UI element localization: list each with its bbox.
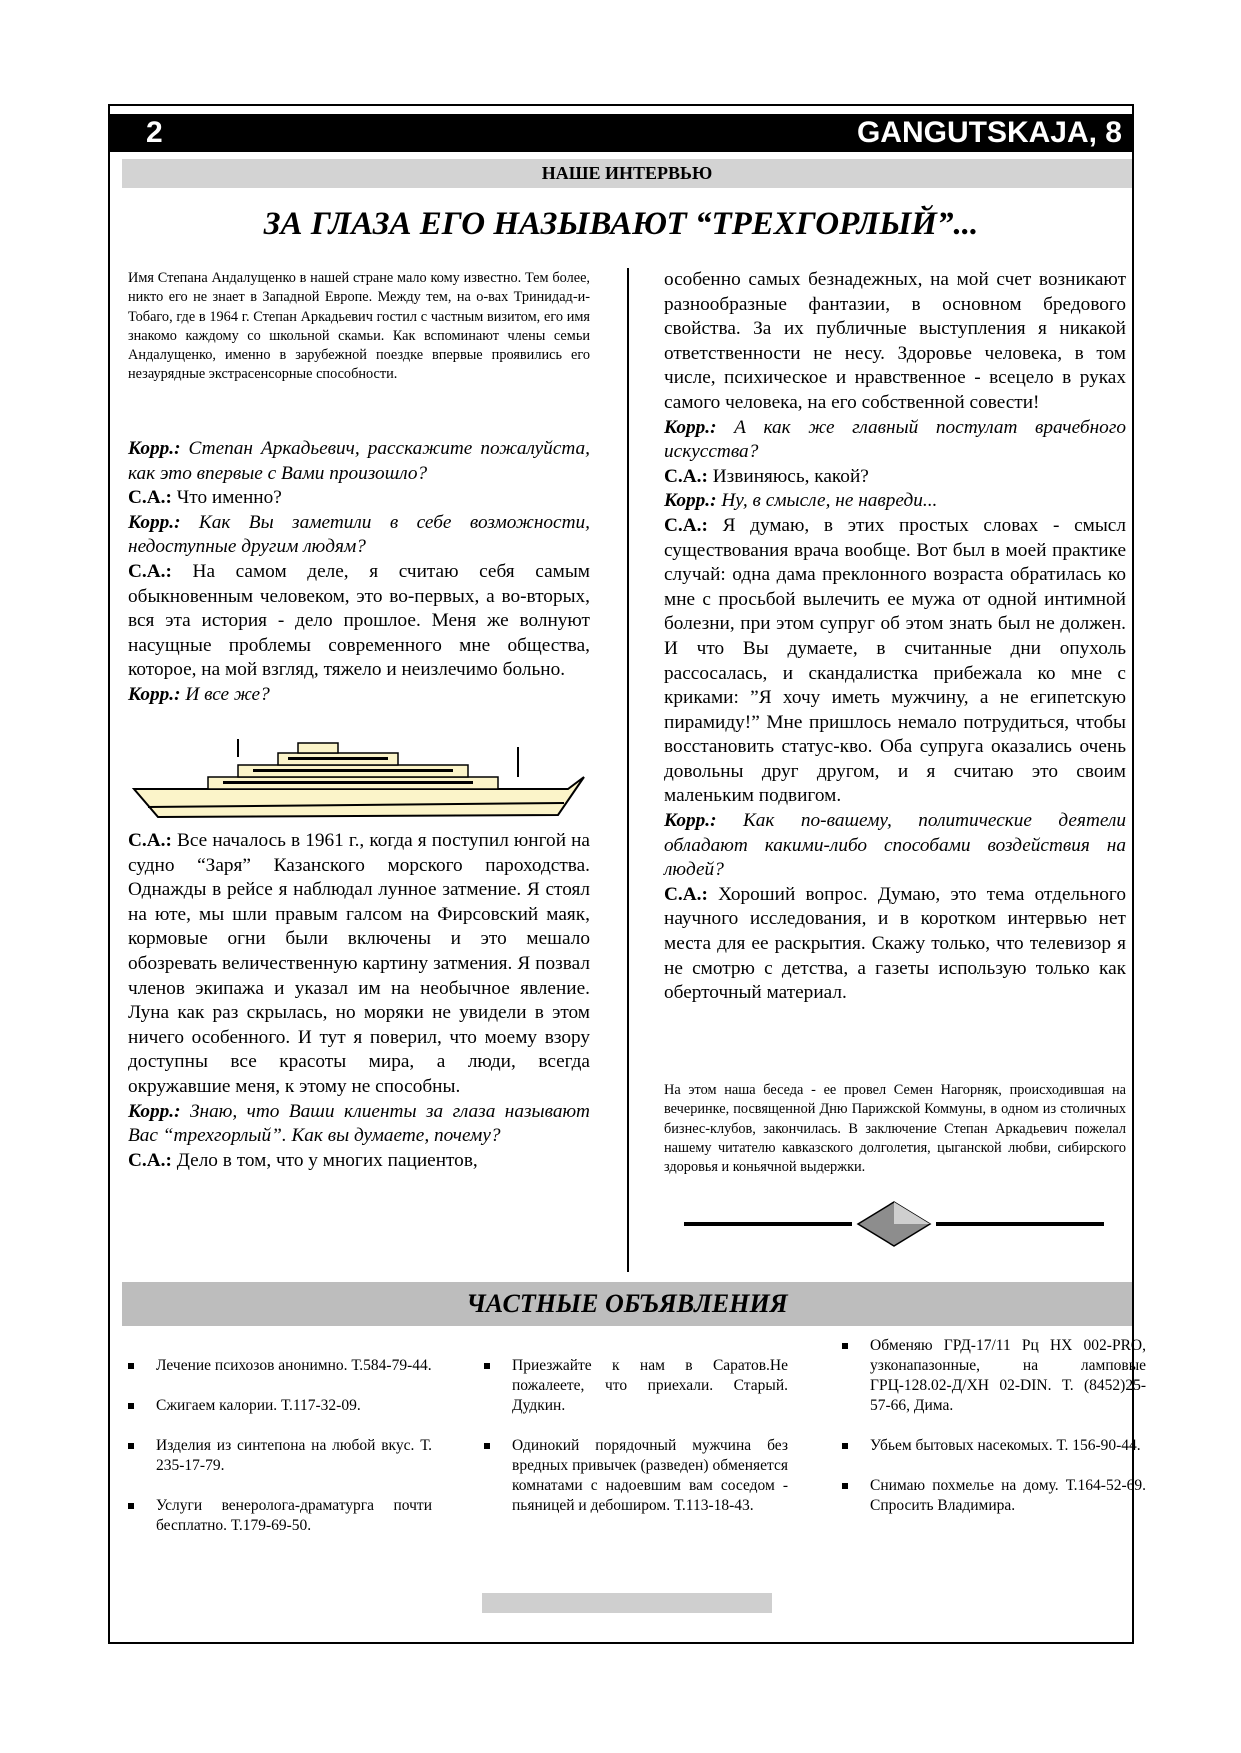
- ad-item: Приезжайте к нам в Саратов.Не пожалеете, что приехали. Старый. Дудкин.: [484, 1356, 788, 1416]
- interview-paragraph: [128, 1100, 590, 1149]
- interview-paragraph: [128, 486, 590, 511]
- speaker-text: Степан Аркадьевич, расскажите пожалуйста, как это впервые с Вами произошло?: [128, 438, 590, 484]
- interview-left-top: [128, 437, 590, 708]
- column-divider: [627, 268, 629, 1272]
- speaker-label: Корр.:: [128, 1100, 181, 1122]
- ads-heading: ЧАСТНЫЕ ОБЪЯВЛЕНИЯ: [122, 1282, 1132, 1326]
- masthead: [110, 114, 1132, 152]
- diamond-ornament: [684, 1198, 1104, 1250]
- ad-item: Сжигаем калории. Т.117-32-09.: [128, 1396, 432, 1416]
- speaker-text: На самом деле, я считаю себя самым обыкновенным человеком, это во-первых, а во-вторых, вся эта история - дело прошлое. Меня же волнуют насущные проблемы современного мне общества, которое, на мой взгляд, тяжело и неизлечимо больно.: [128, 560, 590, 681]
- interview-left-column-lower: [128, 829, 590, 1173]
- article-headline: ЗА ГЛАЗА ЕГО НАЗЫВАЮТ “ТРЕХГОРЛЫЙ”...: [263, 206, 979, 242]
- ship-illustration: [128, 737, 590, 825]
- speaker-label: С.А.:: [664, 465, 708, 487]
- speaker-text: Я думаю, в этих простых словах - смысл существования врача вообще. Вот был в моей практике случай: одна дама преклонного возраста обратилась ко мне с просьбой вылечить ее мужа от одной интимной болезни, при этом супруг об этом знать был не должен. И что Вы думаете, в считанные дни опухоль рассосалась, и скандалистка прибежала ко мне с криками: ”Я хочу иметь мужчину, а не египетскую пирамиду!” Мне пришлось немало потрудиться, чтобы восстановить статус-кво. Оба супруга оказались очень довольны друг другом, и я считаю это своим маленьким подвигом.: [664, 514, 1126, 807]
- interview-paragraph: [664, 489, 1126, 514]
- ad-item: Снимаю похмелье на дому. Т.164-52-69. Спросить Владимира.: [842, 1476, 1146, 1516]
- ad-item: Изделия из синтепона на любой вкус. Т. 235-17-79.: [128, 1436, 432, 1476]
- bottom-bar: [482, 1593, 772, 1613]
- ad-item: Убьем бытовых насекомых. Т. 156-90-44.: [842, 1436, 1146, 1456]
- speaker-label: Корр.:: [664, 490, 717, 512]
- ad-item: Услуги венеролога-драматурга почти бесплатно. Т.179-69-50.: [128, 1496, 432, 1536]
- article-footnote: [664, 1081, 1126, 1177]
- speaker-label: Корр.:: [128, 683, 181, 705]
- ads-column-2: [484, 1356, 788, 1536]
- speaker-label: С.А.:: [128, 487, 172, 509]
- speaker-text: Что именно?: [171, 487, 282, 509]
- speaker-label: С.А.:: [664, 514, 708, 536]
- interview-paragraph: [128, 829, 590, 1100]
- interview-paragraph: [128, 683, 590, 708]
- article-lede: [128, 269, 590, 385]
- interview-paragraph: [128, 1149, 590, 1174]
- speaker-label: Корр.:: [664, 416, 717, 438]
- speaker-label: С.А.:: [128, 560, 172, 582]
- page-number: 2: [146, 116, 163, 149]
- speaker-text: А как же главный постулат врачебного искусства?: [664, 416, 1126, 463]
- interview-paragraph: [664, 514, 1126, 809]
- speaker-label: Корр.:: [128, 511, 181, 533]
- interview-right-column: [664, 268, 1126, 1006]
- interview-paragraph: [664, 268, 1126, 416]
- speaker-text: Как Вы заметили в себе возможности, недоступные другим людям?: [128, 511, 590, 558]
- interview-paragraph: [128, 511, 590, 560]
- newspaper-title: GANGUTSKAJA, 8: [856, 116, 1122, 149]
- section-heading: НАШЕ ИНТЕРВЬЮ: [122, 159, 1132, 188]
- lede-text: Имя Степана Андалущенко в нашей стране мало кому известно. Тем более, никто его не знает в Западной Европе. Между тем, на о-вах Тринидад-и-Тобаго, где в 1964 г. Степан Аркадьевич гостил с частным визитом, его имя знакомо каждому со школьной скамьи. Как вспоминают члены семьи Андалущенко, именно в зарубежной поездке впервые проявились его незаурядные экстрасенсорные способности.: [128, 270, 590, 383]
- interview-right: [664, 268, 1126, 1006]
- ad-item: Одинокий порядочный мужчина без вредных привычек (разведен) обменяется комнатами с надоевшим вам соседом - пьяницей и дебоширом. Т.113-18-43.: [484, 1436, 788, 1516]
- speaker-text: Знаю, что Ваши клиенты за глаза называют Вас “трехгорлый”. Как вы думаете, почему?: [128, 1100, 590, 1147]
- footnote-text: На этом наша беседа - ее провел Семен Нагорняк, происходившая на вечеринке, посвященной Дню Парижской Коммуны, в одном из столичных бизнес-клубов, закончилась. В заключение Степан Аркадьевич пожелал нашему читателю кавказского долголетия, цыганской любви, сибирского здоровья и коньячной выдержки.: [664, 1082, 1126, 1176]
- speaker-text: Дело в том, что у многих пациентов,: [171, 1149, 478, 1171]
- speaker-text: Как по-вашему, политические деятели обладают какими-либо способами воздействия на людей?: [664, 810, 1126, 881]
- interview-paragraph: [128, 560, 590, 683]
- speaker-text: особенно самых безнадежных, на мой счет возникают разнообразные фантазии, в основном бредового свойства. За их публичные выступления я никакой ответственности не несу. Здоровье человека, в том числе, психическое и нравственное - всецело в руках самого человека, на его собственной совести!: [664, 269, 1126, 413]
- speaker-text: Извиняюсь, какой?: [707, 465, 869, 487]
- speaker-label: Корр.:: [128, 438, 181, 459]
- ads-column-1: [128, 1356, 432, 1556]
- speaker-label: С.А.:: [128, 830, 172, 851]
- interview-paragraph: [664, 809, 1126, 883]
- interview-left-column: [128, 437, 590, 708]
- interview-left-bottom: [128, 829, 590, 1173]
- speaker-label: С.А.:: [128, 1149, 172, 1171]
- interview-paragraph: [664, 416, 1126, 465]
- speaker-text: Все началось в 1961 г., когда я поступил юнгой на судно “Заря” Казанского морского пароходства. Однажды в рейсе я наблюдал лунное затмение. Я стоял на юте, мы шли правым галсом на Фирсовский маяк, кормовые огни были включены и это мешало обозревать величественную картину затмения. Я позвал членов экипажа и указал им на необычное явление. Луна как раз скрылась, но моряки не увидели в этом ничего особенного. И тут я поверил, что моему взору доступны все красоты мира, а люди, всегда окружавшие меня, к этому не способны.: [128, 830, 590, 1097]
- interview-paragraph: [664, 883, 1126, 1006]
- interview-paragraph: [128, 437, 590, 486]
- speaker-label: Корр.:: [664, 810, 717, 832]
- speaker-text: Ну, в смысле, не навреди...: [716, 490, 938, 512]
- interview-paragraph: [664, 465, 1126, 490]
- speaker-text: Хороший вопрос. Думаю, это тема отдельного научного исследования, и в коротком интервью нет места для ее раскрытия. Скажу только, что телевизор я не смотрю с детства, а газеты использую только как оберточный материал.: [664, 883, 1126, 1004]
- ads-column-3: [842, 1336, 1146, 1536]
- speaker-text: И все же?: [180, 683, 270, 705]
- speaker-label: С.А.:: [664, 883, 708, 905]
- ad-item: Лечение психозов анонимно. Т.584-79-44.: [128, 1356, 432, 1376]
- ad-item: Обменяю ГРД-17/11 Рц НХ 002-PRO, узконапазонные, на ламповые ГРЦ-128.02-Д/ХН 02-DIN. Т. (8452)25-57-66, Дима.: [842, 1336, 1146, 1416]
